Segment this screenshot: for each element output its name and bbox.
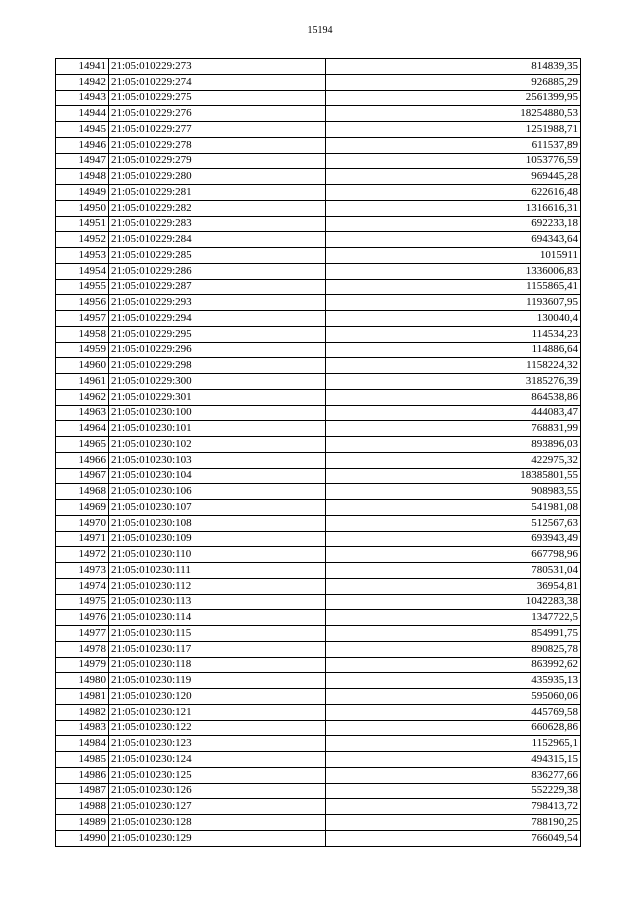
row-number-cell: 14981 <box>56 689 109 705</box>
value-cell: 3185276,39 <box>326 374 581 390</box>
value-cell: 854991,75 <box>326 626 581 642</box>
row-number-cell: 14966 <box>56 452 109 468</box>
value-cell: 780531,04 <box>326 563 581 579</box>
row-number-cell: 14977 <box>56 626 109 642</box>
table-row <box>56 59 581 75</box>
table-row <box>56 185 581 201</box>
table-row <box>56 578 581 594</box>
table-row <box>56 815 581 831</box>
table-row <box>56 405 581 421</box>
row-number-cell: 14945 <box>56 122 109 138</box>
value-cell: 2561399,95 <box>326 90 581 106</box>
value-cell: 1158224,32 <box>326 358 581 374</box>
table-row <box>56 515 581 531</box>
table-row <box>56 389 581 405</box>
value-cell: 36954,81 <box>326 578 581 594</box>
row-number-cell: 14984 <box>56 736 109 752</box>
cadastral-number-cell: 21:05:010230:112 <box>109 578 326 594</box>
cadastral-number-cell: 21:05:010230:100 <box>109 405 326 421</box>
table-row <box>56 106 581 122</box>
cadastral-number-cell: 21:05:010229:298 <box>109 358 326 374</box>
row-number-cell: 14963 <box>56 405 109 421</box>
value-cell: 890825,78 <box>326 641 581 657</box>
row-number-cell: 14956 <box>56 295 109 311</box>
table-row <box>56 547 581 563</box>
value-cell: 893896,03 <box>326 437 581 453</box>
table-row <box>56 610 581 626</box>
value-cell: 768831,99 <box>326 421 581 437</box>
cadastral-number-cell: 21:05:010229:282 <box>109 200 326 216</box>
table-row <box>56 594 581 610</box>
page-number: 15194 <box>307 25 333 36</box>
table-row <box>56 263 581 279</box>
table-row <box>56 169 581 185</box>
value-cell: 114886,64 <box>326 342 581 358</box>
row-number-cell: 14972 <box>56 547 109 563</box>
row-number-cell: 14949 <box>56 185 109 201</box>
table-row <box>56 783 581 799</box>
table-row <box>56 279 581 295</box>
cadastral-number-cell: 21:05:010230:115 <box>109 626 326 642</box>
row-number-cell: 14962 <box>56 389 109 405</box>
table-row <box>56 767 581 783</box>
row-number-cell: 14952 <box>56 232 109 248</box>
value-cell: 798413,72 <box>326 799 581 815</box>
cadastral-number-cell: 21:05:010230:121 <box>109 704 326 720</box>
value-cell: 863992,62 <box>326 657 581 673</box>
row-number-cell: 14969 <box>56 500 109 516</box>
cadastral-number-cell: 21:05:010229:293 <box>109 295 326 311</box>
value-cell: 864538,86 <box>326 389 581 405</box>
cadastral-number-cell: 21:05:010230:102 <box>109 437 326 453</box>
row-number-cell: 14944 <box>56 106 109 122</box>
value-cell: 1155865,41 <box>326 279 581 295</box>
row-number-cell: 14958 <box>56 326 109 342</box>
cadastral-number-cell: 21:05:010229:281 <box>109 185 326 201</box>
value-cell: 814839,35 <box>326 59 581 75</box>
value-cell: 1251988,71 <box>326 122 581 138</box>
cadastral-value-table <box>55 58 581 847</box>
table-row <box>56 657 581 673</box>
cadastral-number-cell: 21:05:010229:284 <box>109 232 326 248</box>
row-number-cell: 14946 <box>56 137 109 153</box>
value-cell: 693943,49 <box>326 531 581 547</box>
row-number-cell: 14982 <box>56 704 109 720</box>
row-number-cell: 14974 <box>56 578 109 594</box>
row-number-cell: 14975 <box>56 594 109 610</box>
cadastral-number-cell: 21:05:010230:103 <box>109 452 326 468</box>
cadastral-number-cell: 21:05:010229:295 <box>109 326 326 342</box>
table-row <box>56 563 581 579</box>
table-row <box>56 830 581 846</box>
value-cell: 494315,15 <box>326 752 581 768</box>
cadastral-number-cell: 21:05:010229:276 <box>109 106 326 122</box>
table-row <box>56 200 581 216</box>
table-row <box>56 90 581 106</box>
value-cell: 512567,63 <box>326 515 581 531</box>
table-row <box>56 295 581 311</box>
cadastral-number-cell: 21:05:010229:283 <box>109 216 326 232</box>
table-row <box>56 74 581 90</box>
row-number-cell: 14955 <box>56 279 109 295</box>
row-number-cell: 14948 <box>56 169 109 185</box>
cadastral-number-cell: 21:05:010230:106 <box>109 484 326 500</box>
value-cell: 1042283,38 <box>326 594 581 610</box>
cadastral-number-cell: 21:05:010229:301 <box>109 389 326 405</box>
table-row <box>56 437 581 453</box>
table-row <box>56 421 581 437</box>
table-row <box>56 626 581 642</box>
row-number-cell: 14976 <box>56 610 109 626</box>
cadastral-number-cell: 21:05:010230:117 <box>109 641 326 657</box>
value-cell: 908983,55 <box>326 484 581 500</box>
cadastral-number-cell: 21:05:010230:111 <box>109 563 326 579</box>
cadastral-number-cell: 21:05:010229:285 <box>109 248 326 264</box>
table-row <box>56 232 581 248</box>
row-number-cell: 14973 <box>56 563 109 579</box>
row-number-cell: 14942 <box>56 74 109 90</box>
table-row <box>56 248 581 264</box>
value-cell: 969445,28 <box>326 169 581 185</box>
cadastral-number-cell: 21:05:010229:279 <box>109 153 326 169</box>
value-cell: 1053776,59 <box>326 153 581 169</box>
cadastral-number-cell: 21:05:010230:127 <box>109 799 326 815</box>
value-cell: 1347722,5 <box>326 610 581 626</box>
value-cell: 1316616,31 <box>326 200 581 216</box>
row-number-cell: 14989 <box>56 815 109 831</box>
row-number-cell: 14953 <box>56 248 109 264</box>
row-number-cell: 14987 <box>56 783 109 799</box>
row-number-cell: 14964 <box>56 421 109 437</box>
cadastral-number-cell: 21:05:010230:129 <box>109 830 326 846</box>
value-cell: 435935,13 <box>326 673 581 689</box>
table-row <box>56 137 581 153</box>
cadastral-number-cell: 21:05:010230:107 <box>109 500 326 516</box>
table-row <box>56 799 581 815</box>
cadastral-number-cell: 21:05:010229:278 <box>109 137 326 153</box>
row-number-cell: 14950 <box>56 200 109 216</box>
value-cell: 788190,25 <box>326 815 581 831</box>
cadastral-number-cell: 21:05:010230:124 <box>109 752 326 768</box>
row-number-cell: 14986 <box>56 767 109 783</box>
value-cell: 422975,32 <box>326 452 581 468</box>
cadastral-number-cell: 21:05:010229:296 <box>109 342 326 358</box>
value-cell: 1015911 <box>326 248 581 264</box>
row-number-cell: 14941 <box>56 59 109 75</box>
row-number-cell: 14960 <box>56 358 109 374</box>
cadastral-number-cell: 21:05:010230:119 <box>109 673 326 689</box>
cadastral-number-cell: 21:05:010230:118 <box>109 657 326 673</box>
value-cell: 444083,47 <box>326 405 581 421</box>
cadastral-number-cell: 21:05:010230:104 <box>109 468 326 484</box>
row-number-cell: 14961 <box>56 374 109 390</box>
table-row <box>56 468 581 484</box>
table-row <box>56 153 581 169</box>
cadastral-number-cell: 21:05:010230:109 <box>109 531 326 547</box>
table-row <box>56 358 581 374</box>
value-cell: 766049,54 <box>326 830 581 846</box>
cadastral-number-cell: 21:05:010229:286 <box>109 263 326 279</box>
row-number-cell: 14967 <box>56 468 109 484</box>
cadastral-number-cell: 21:05:010230:128 <box>109 815 326 831</box>
row-number-cell: 14988 <box>56 799 109 815</box>
cadastral-number-cell: 21:05:010229:277 <box>109 122 326 138</box>
table-row <box>56 736 581 752</box>
row-number-cell: 14943 <box>56 90 109 106</box>
table-row <box>56 122 581 138</box>
row-number-cell: 14978 <box>56 641 109 657</box>
value-cell: 445769,58 <box>326 704 581 720</box>
cadastral-number-cell: 21:05:010230:125 <box>109 767 326 783</box>
cadastral-number-cell: 21:05:010229:280 <box>109 169 326 185</box>
value-cell: 836277,66 <box>326 767 581 783</box>
cadastral-number-cell: 21:05:010230:113 <box>109 594 326 610</box>
value-cell: 622616,48 <box>326 185 581 201</box>
value-cell: 694343,64 <box>326 232 581 248</box>
value-cell: 130040,4 <box>326 311 581 327</box>
row-number-cell: 14959 <box>56 342 109 358</box>
cadastral-number-cell: 21:05:010230:123 <box>109 736 326 752</box>
cadastral-number-cell: 21:05:010229:300 <box>109 374 326 390</box>
row-number-cell: 14965 <box>56 437 109 453</box>
value-cell: 926885,29 <box>326 74 581 90</box>
cadastral-number-cell: 21:05:010230:126 <box>109 783 326 799</box>
table-row <box>56 326 581 342</box>
row-number-cell: 14957 <box>56 311 109 327</box>
cadastral-number-cell: 21:05:010229:274 <box>109 74 326 90</box>
table-row <box>56 531 581 547</box>
row-number-cell: 14954 <box>56 263 109 279</box>
table-row <box>56 673 581 689</box>
cadastral-number-cell: 21:05:010230:114 <box>109 610 326 626</box>
value-cell: 1336006,83 <box>326 263 581 279</box>
cadastral-number-cell: 21:05:010230:101 <box>109 421 326 437</box>
row-number-cell: 14983 <box>56 720 109 736</box>
value-cell: 541981,08 <box>326 500 581 516</box>
value-cell: 660628,86 <box>326 720 581 736</box>
row-number-cell: 14970 <box>56 515 109 531</box>
value-cell: 1193607,95 <box>326 295 581 311</box>
cadastral-number-cell: 21:05:010229:273 <box>109 59 326 75</box>
table-row <box>56 342 581 358</box>
row-number-cell: 14990 <box>56 830 109 846</box>
table-row <box>56 641 581 657</box>
value-cell: 1152965,1 <box>326 736 581 752</box>
value-cell: 595060,06 <box>326 689 581 705</box>
table-row <box>56 452 581 468</box>
cadastral-number-cell: 21:05:010230:108 <box>109 515 326 531</box>
cadastral-number-cell: 21:05:010229:294 <box>109 311 326 327</box>
row-number-cell: 14947 <box>56 153 109 169</box>
row-number-cell: 14951 <box>56 216 109 232</box>
table-row <box>56 500 581 516</box>
cadastral-number-cell: 21:05:010230:110 <box>109 547 326 563</box>
table-row <box>56 689 581 705</box>
cadastral-number-cell: 21:05:010230:122 <box>109 720 326 736</box>
table-row <box>56 484 581 500</box>
table-row <box>56 311 581 327</box>
row-number-cell: 14980 <box>56 673 109 689</box>
row-number-cell: 14985 <box>56 752 109 768</box>
row-number-cell: 14979 <box>56 657 109 673</box>
cadastral-number-cell: 21:05:010229:287 <box>109 279 326 295</box>
table-row <box>56 720 581 736</box>
table-row <box>56 704 581 720</box>
cadastral-number-cell: 21:05:010230:120 <box>109 689 326 705</box>
table-row <box>56 752 581 768</box>
table-body <box>56 59 581 847</box>
table-row <box>56 374 581 390</box>
value-cell: 114534,23 <box>326 326 581 342</box>
value-cell: 552229,38 <box>326 783 581 799</box>
row-number-cell: 14971 <box>56 531 109 547</box>
value-cell: 18385801,55 <box>326 468 581 484</box>
value-cell: 692233,18 <box>326 216 581 232</box>
row-number-cell: 14968 <box>56 484 109 500</box>
value-cell: 667798,96 <box>326 547 581 563</box>
value-cell: 611537,89 <box>326 137 581 153</box>
value-cell: 18254880,53 <box>326 106 581 122</box>
table-row <box>56 216 581 232</box>
cadastral-number-cell: 21:05:010229:275 <box>109 90 326 106</box>
